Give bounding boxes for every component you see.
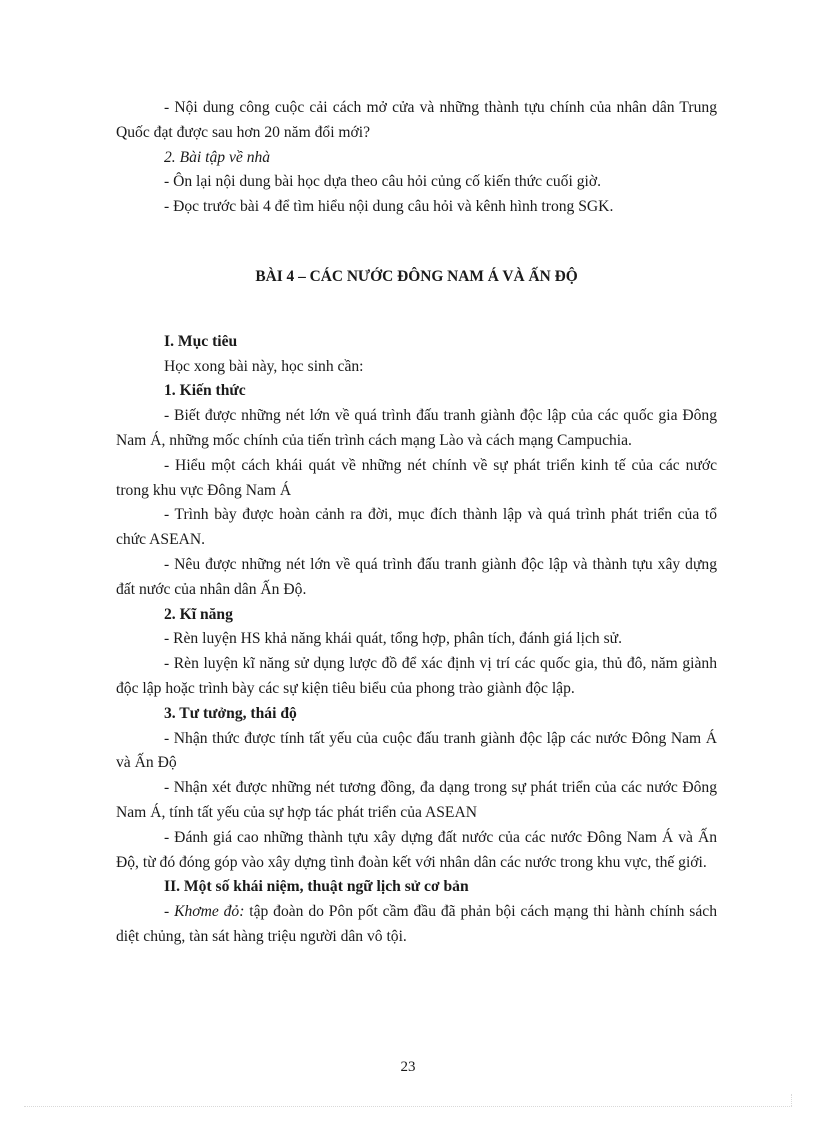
concept-prefix: -: [164, 903, 175, 921]
attitude-item: - Đánh giá cao những thành tựu xây dựng đất nước của các nước Đông Nam Á và Ấn Độ, từ đó đóng góp vào xây dựng tình đoàn kết với nhân dân các nước trong khu vực, thế giới.: [116, 828, 717, 871]
paragraph-reform-question: - Nội dung công cuộc cải cách mở cửa và những thành tựu chính của nhân dân Trung Quốc đạt được sau hơn 20 năm đổi mới?: [116, 99, 717, 141]
objectives-heading: I. Mục tiêu: [164, 332, 238, 350]
document-body: [116, 96, 717, 950]
homework-heading: 2. Bài tập về nhà: [164, 148, 271, 166]
concept-term: Khơme đỏ:: [174, 903, 245, 921]
objectives-intro: Học xong bài này, học sinh cần:: [164, 357, 364, 375]
concepts-heading: II. Một số khái niệm, thuật ngữ lịch sử cơ bản: [164, 878, 469, 896]
knowledge-item: - Nêu được những nét lớn về quá trình đấu tranh giành độc lập và thành tựu xây dựng đất nước của nhân dân Ấn Độ.: [116, 555, 717, 598]
skills-item: - Rèn luyện kĩ năng sử dụng lược đồ để xác định vị trí các quốc gia, thủ đô, năm giành độc lập hoặc trình bày các sự kiện tiêu biểu của phong trào giành độc lập.: [116, 655, 717, 697]
attitude-heading: 3. Tư tưởng, thái độ: [164, 704, 297, 722]
page-number: 23: [400, 1059, 416, 1075]
concept-definition: tập đoàn do Pôn pốt cầm đầu đã phản bội cách mạng thi hành chính sách diệt chủng, tàn sát hàng triệu người dân vô tội.: [116, 903, 717, 945]
attitude-item: - Nhận thức được tính tất yếu của cuộc đấu tranh giành độc lập các nước Đông Nam Á và Ấn Độ: [116, 729, 717, 772]
knowledge-item: - Hiểu một cách khái quát về những nét chính về sự phát triển kinh tế của các nước trong khu vực Đông Nam Á: [116, 456, 717, 499]
paragraph-read-ahead: - Đọc trước bài 4 để tìm hiểu nội dung câu hỏi và kênh hình trong SGK.: [164, 198, 614, 216]
attitude-item: - Nhận xét được những nét tương đồng, đa dạng trong sự phát triển của các nước Đông Nam Á, tính tất yếu của sự hợp tác phát triển của ASEAN: [116, 779, 717, 821]
paragraph-review: - Ôn lại nội dung bài học dựa theo câu hỏi củng cố kiến thức cuối giờ.: [164, 173, 601, 191]
skills-heading: 2. Kĩ năng: [164, 605, 233, 623]
page-border-right: [791, 1094, 792, 1106]
lesson-title: BÀI 4 – CÁC NƯỚC ĐÔNG NAM Á VÀ ẤN ĐỘ: [255, 267, 578, 285]
knowledge-heading: 1. Kiến thức: [164, 382, 246, 400]
knowledge-item: - Trình bày được hoàn cảnh ra đời, mục đích thành lập và quá trình phát triển của tổ chức ASEAN.: [116, 506, 717, 549]
page-border-bottom: [24, 1106, 792, 1107]
skills-item: - Rèn luyện HS khả năng khái quát, tổng hợp, phân tích, đánh giá lịch sử.: [164, 630, 623, 648]
concept-khmer-rouge: [116, 900, 717, 950]
knowledge-item: - Biết được những nét lớn về quá trình đấu tranh giành độc lập của các quốc gia Đông Nam Á, những mốc chính của tiến trình cách mạng Lào và cách mạng Campuchia.: [116, 407, 717, 449]
